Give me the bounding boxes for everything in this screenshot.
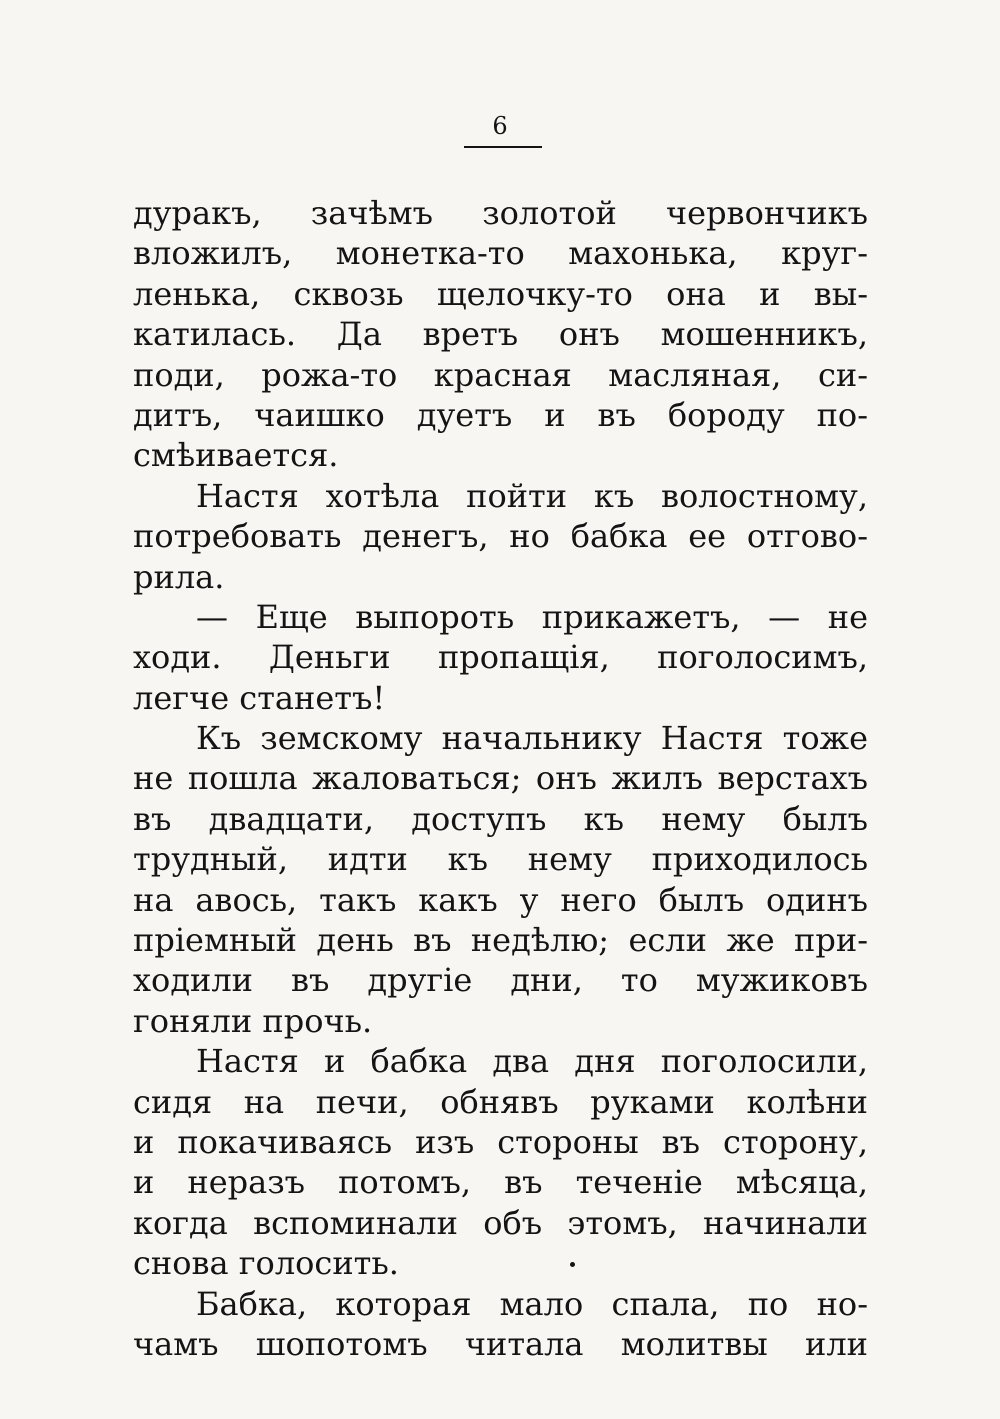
text-line: ленька, сквозь щелочку-то она и вы- <box>133 274 868 313</box>
text-line: трудный, идти къ нему приходилось <box>133 840 868 879</box>
text-line: чамъ шопотомъ читала молитвы или <box>133 1324 868 1363</box>
text-line: Настя и бабка два дня поголосили, <box>196 1042 868 1081</box>
text-line: рила. <box>133 557 225 596</box>
text-line: не пошла жаловаться; онъ жилъ верстахъ <box>133 759 868 798</box>
text-line: и покачиваясь изъ стороны въ сторону, <box>133 1122 868 1161</box>
text-line: вложилъ, монетка-то махонька, круг- <box>133 234 868 273</box>
text-line: Бабка, которая мало спала, по но- <box>196 1284 868 1323</box>
text-line: дуракъ, зачѣмъ золотой червончикъ <box>133 194 868 232</box>
text-line: катилась. Да вретъ онъ мошенникъ, <box>133 315 868 354</box>
text-line: — Еще выпороть прикажетъ, — не <box>196 597 868 636</box>
text-line: сидя на печи, обнявъ руками колѣни <box>133 1082 868 1121</box>
text-line: гоняли прочь. <box>133 1001 373 1040</box>
text-line: снова голосить. <box>133 1244 399 1283</box>
page-number: 6 <box>492 112 508 140</box>
text-line: когда вспоминали объ этомъ, начинали <box>133 1203 868 1242</box>
page-number-rule <box>464 146 542 148</box>
body-text <box>133 193 868 1364</box>
text-line: ходили въ другіе дни, то мужиковъ <box>133 961 868 1000</box>
text-line: пріемный день въ недѣлю; если же при- <box>133 921 868 960</box>
text-line: легче станетъ! <box>133 678 386 717</box>
text-line: дитъ, чаишко дуетъ и въ бороду по- <box>133 395 868 434</box>
print-speck <box>570 1262 575 1267</box>
text-line: потребовать денегъ, но бабка ее отгово- <box>133 517 868 556</box>
text-line: смѣивается. <box>133 436 339 475</box>
text-line: въ двадцати, доступъ къ нему былъ <box>133 799 868 838</box>
text-line: на авось, такъ какъ у него былъ одинъ <box>133 880 868 919</box>
text-line: ходи. Деньги пропащія, поголосимъ, <box>133 638 868 677</box>
text-line: и неразъ потомъ, въ теченіе мѣсяца, <box>133 1163 868 1202</box>
text-line: поди, рожа-то красная масляная, си- <box>133 355 868 394</box>
text-line: Настя хотѣла пойти къ волостному, <box>196 476 868 515</box>
text-line: Къ земскому начальнику Настя тоже <box>196 719 868 758</box>
